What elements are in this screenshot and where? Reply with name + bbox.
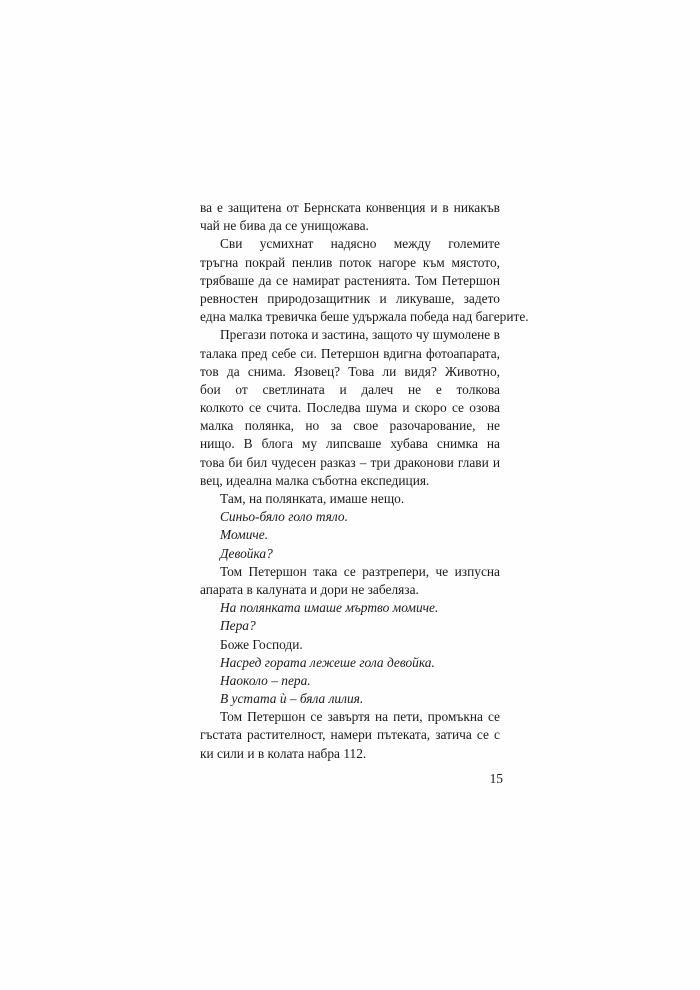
text-line: бои от светлината и далеч не е толкова xyxy=(200,381,500,397)
text-line: вец, идеална малка съботна експедиция. xyxy=(200,472,430,488)
text-line: чай не бива да се унищожава. xyxy=(200,218,369,234)
text-line: В устата ѝ – бяла лилия. xyxy=(220,691,364,707)
text-line: Синьо-бяло голо тяло. xyxy=(220,509,348,525)
text-line: Девойка? xyxy=(220,545,273,561)
text-line: ревностен природозащитник и ликуваше, задето xyxy=(200,290,500,306)
text-line: тръгна покрай пенлив поток нагоре към мястото, xyxy=(200,254,500,270)
page-number: 15 xyxy=(489,771,503,786)
text-line: Том Петершон се завъртя на пети, промъкна се xyxy=(220,709,500,725)
text-line: талака пред себе си. Петершон вдигна фотоапарата, xyxy=(200,345,500,361)
text-line: колкото се счита. Последва шума и скоро се озова xyxy=(200,400,500,416)
text-line: На полянката имаше мъртво момиче. xyxy=(220,600,439,616)
text-line: Прегази потока и застина, защото чу шумолене в xyxy=(220,327,500,343)
text-line: ва е защитена от Бернската конвенция и в никакъв xyxy=(200,200,500,215)
text-line: Сви усмихнат надясно между големите xyxy=(220,236,500,252)
text-line: ки сили и в колата набра 112. xyxy=(200,745,367,761)
text-line: малка полянка, но за свое разочарование, не xyxy=(200,418,500,434)
text-line: Боже Господи. xyxy=(220,636,303,652)
text-line: трябваше да се намират растенията. Том Петершон xyxy=(200,272,500,288)
text-line: апарата в калуната и дори не забеляза. xyxy=(200,581,419,597)
text-line: тов да снима. Язовец? Това ли видя? Животно, xyxy=(200,363,500,379)
text-line: Момиче. xyxy=(220,527,269,543)
text-line: Пера? xyxy=(220,618,256,634)
text-line: Наоколо – пера. xyxy=(220,672,311,688)
text-line: Том Петершон така се разтрепери, че изпусна xyxy=(220,563,500,579)
text-line: нищо. В блога му липсваше хубава снимка на xyxy=(200,436,500,452)
text-line: Там, на полянката, имаше нещо. xyxy=(220,491,405,506)
body-text xyxy=(200,199,529,763)
text-line: Насред гората лежеше гола девойка. xyxy=(220,654,435,670)
text-line: една малка тревичка беше удържала победа над багерите. xyxy=(200,309,529,325)
text-line: гъстата растителност, намери пътеката, затича се с xyxy=(200,727,500,743)
text-line: това би бил чудесен разказ – три драконови глави и xyxy=(200,454,500,470)
